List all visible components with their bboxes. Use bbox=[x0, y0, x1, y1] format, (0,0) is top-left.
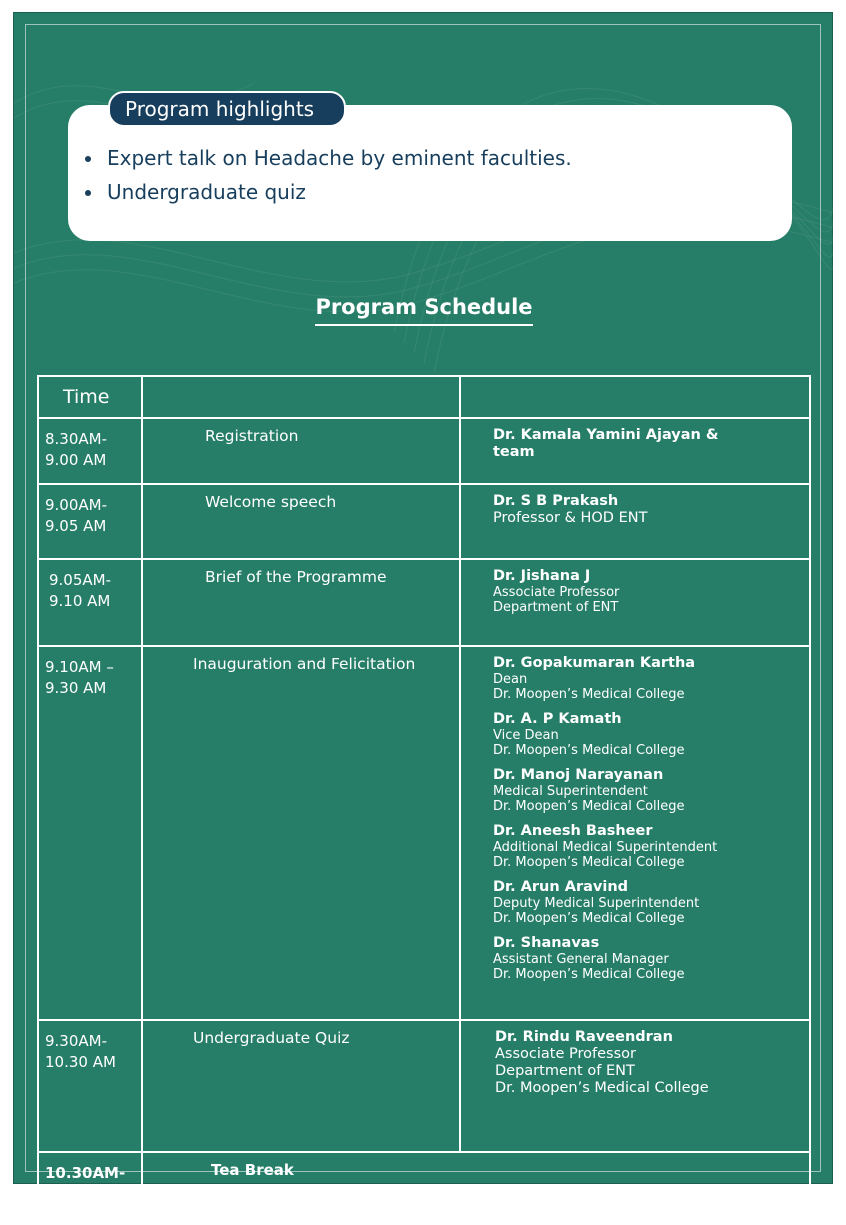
highlight-item: Undergraduate quiz bbox=[80, 175, 572, 209]
speaker: Dr. Kamala Yamini Ajayan & team bbox=[493, 427, 719, 460]
header-speakers bbox=[460, 376, 810, 418]
activity-cell: Undergraduate Quiz bbox=[142, 1020, 460, 1152]
speaker: Dr. Arun Aravind Deputy Medical Superintendent Dr. Moopen’s Medical College bbox=[493, 879, 700, 926]
table-row bbox=[38, 559, 810, 646]
time-cell: 8.30AM- 9.00 AM bbox=[38, 418, 142, 484]
highlight-item: Expert talk on Headache by eminent faculties. bbox=[80, 141, 572, 175]
table-row bbox=[38, 1152, 810, 1224]
activity-cell: Welcome speech bbox=[142, 484, 460, 559]
table-row bbox=[38, 418, 810, 484]
speaker: Dr. Jishana J Associate Professor Department of ENT bbox=[493, 568, 620, 615]
speaker: Dr. S B Prakash Professor & HOD ENT bbox=[493, 493, 648, 526]
speaker-cell bbox=[460, 646, 810, 1020]
time-cell: 9.30AM- 10.30 AM bbox=[38, 1020, 142, 1152]
speaker: Dr. Manoj Narayanan Medical Superintendent Dr. Moopen’s Medical College bbox=[493, 767, 685, 814]
schedule-table bbox=[37, 375, 811, 1225]
speaker-cell bbox=[460, 484, 810, 559]
table-row bbox=[38, 1020, 810, 1152]
header-activity bbox=[142, 376, 460, 418]
time-cell: 10.30AM- 10.45 AM bbox=[38, 1152, 142, 1224]
table-row bbox=[38, 484, 810, 559]
activity-cell: Brief of the Programme bbox=[142, 559, 460, 646]
speaker-cell bbox=[460, 1020, 810, 1152]
activity-cell: Tea Break bbox=[142, 1152, 810, 1224]
schedule-title bbox=[14, 295, 834, 326]
flyer-page bbox=[13, 12, 833, 1203]
speaker-cell bbox=[460, 418, 810, 484]
table-row bbox=[38, 646, 810, 1020]
header-time: Time bbox=[38, 376, 142, 418]
speaker: Dr. Rindu Raveendran Associate Professor Department of ENT Dr. Moopen’s Medical College bbox=[495, 1029, 709, 1096]
speaker: Dr. A. P Kamath Vice Dean Dr. Moopen’s Medical College bbox=[493, 711, 685, 758]
time-cell: 9.05AM- 9.10 AM bbox=[38, 559, 142, 646]
speaker-cell bbox=[460, 559, 810, 646]
schedule-title-text: Program Schedule bbox=[315, 295, 532, 326]
speaker: Dr. Gopakumaran Kartha Dean Dr. Moopen’s Medical College bbox=[493, 655, 696, 702]
time-cell: 9.00AM- 9.05 AM bbox=[38, 484, 142, 559]
time-cell: 9.10AM – 9.30 AM bbox=[38, 646, 142, 1020]
activity-cell: Registration bbox=[142, 418, 460, 484]
highlights-list bbox=[80, 141, 572, 209]
speaker: Dr. Shanavas Assistant General Manager Dr. Moopen’s Medical College bbox=[493, 935, 685, 982]
activity-cell: Inauguration and Felicitation bbox=[142, 646, 460, 1020]
highlights-title: Program highlights bbox=[108, 91, 346, 127]
table-header-row bbox=[38, 376, 810, 418]
speaker: Dr. Aneesh Basheer Additional Medical Superintendent Dr. Moopen’s Medical College bbox=[493, 823, 718, 870]
